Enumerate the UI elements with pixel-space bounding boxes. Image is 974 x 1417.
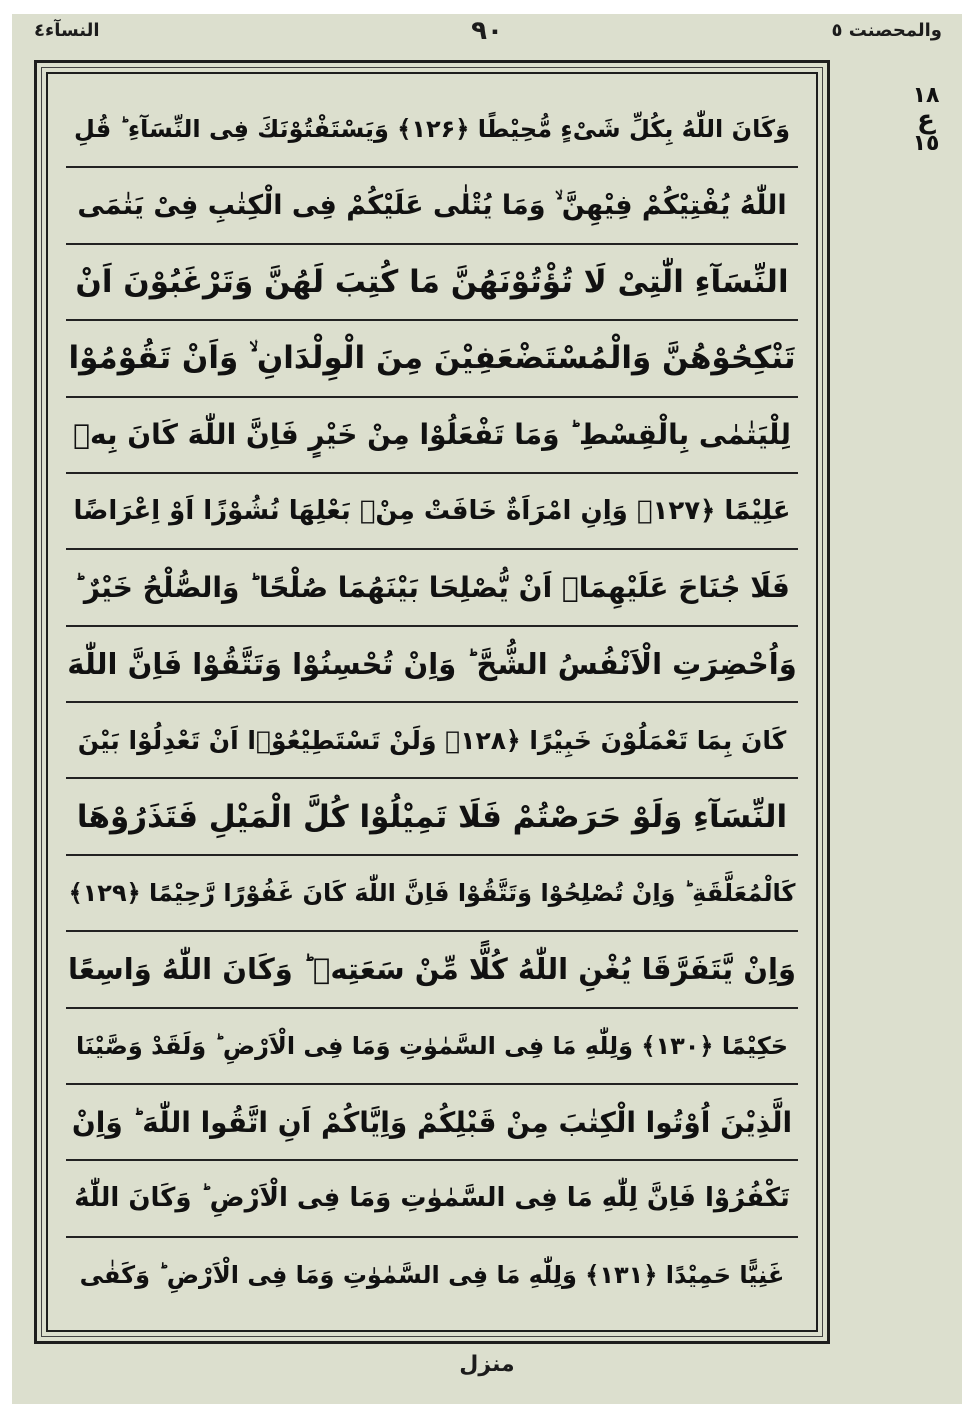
- verse-line-6: عَلِیْمًا ﴿۱۲۷﴾ وَاِنِ امْرَاَةٌ خَافَتْ مِنْۢ بَعْلِهَا نُشُوْزًا اَوْ اِعْرَاضًا: [66, 474, 798, 550]
- verse-line-13: حَكِیْمًا ﴿۱۳۰﴾ وَلِلّٰهِ مَا فِی السَّمٰوٰتِ وَمَا فِی الْاَرْضِ ؕ وَلَقَدْ وَصَّیْنَا: [66, 1009, 798, 1085]
- verse-lines: [66, 92, 798, 1312]
- verse-line-12: وَاِنْ یَّتَفَرَّقَا یُغْنِ اللّٰهُ كُلًّا مِّنْ سَعَتِهٖ ؕ وَكَانَ اللّٰهُ وَاسِعًا: [66, 932, 798, 1008]
- ruku-number-bottom: ١٥: [912, 131, 940, 156]
- verse-line-3: النِّسَآءِ الّٰتِیْ لَا تُؤْتُوْنَهُنَّ مَا كُتِبَ لَهُنَّ وَتَرْغَبُوْنَ اَنْ: [66, 245, 798, 321]
- page-number: ٩٠: [471, 16, 503, 46]
- verse-line-1: وَكَانَ اللّٰهُ بِكُلِّ شَیْءٍ مُّحِیْطًا ﴿۱۲۶﴾ وَیَسْتَفْتُوْنَكَ فِی النِّسَآءِ ؕ قُلِ: [66, 92, 798, 168]
- verse-line-7: فَلَا جُنَاحَ عَلَیْهِمَاۤ اَنْ یُّصْلِحَا بَیْنَهُمَا صُلْحًا ؕ وَالصُّلْحُ خَیْرٌ ؕ: [66, 550, 798, 626]
- frame-inner-border: [46, 72, 818, 1332]
- verse-line-16: غَنِیًّا حَمِیْدًا ﴿۱۳۱﴾ وَلِلّٰهِ مَا فِی السَّمٰوٰتِ وَمَا فِی الْاَرْضِ ؕ وَكَفٰی: [79, 1260, 785, 1289]
- mushaf-page: [12, 14, 962, 1404]
- manzil-footer: منزل: [459, 1352, 515, 1377]
- verse-line-2: اللّٰهُ یُفْتِیْكُمْ فِیْهِنَّ ۙ وَمَا یُتْلٰی عَلَیْكُمْ فِی الْكِتٰبِ فِیْ یَتٰمَی: [66, 168, 798, 244]
- verse-line-11: كَالْمُعَلَّقَةِ ؕ وَاِنْ تُصْلِحُوْا وَتَتَّقُوْا فَاِنَّ اللّٰهَ كَانَ غَفُوْرًا رَّحِیْمًا ﴿۱۲۹﴾: [66, 856, 798, 932]
- text-frame: [34, 60, 830, 1344]
- verse-line-15: تَكْفُرُوْا فَاِنَّ لِلّٰهِ مَا فِی السَّمٰوٰتِ وَمَا فِی الْاَرْضِ ؕ وَكَانَ اللّٰهُ: [66, 1161, 798, 1237]
- verse-line-4: تَنْكِحُوْهُنَّ وَالْمُسْتَضْعَفِیْنَ مِنَ الْوِلْدَانِ ۙ وَاَنْ تَقُوْمُوْا: [66, 321, 798, 397]
- verse-line-14: الَّذِیْنَ اُوْتُوا الْكِتٰبَ مِنْ قَبْلِكُمْ وَاِیَّاكُمْ اَنِ اتَّقُوا اللّٰهَ ؕ وَاِنْ: [66, 1085, 798, 1161]
- verse-line-9: كَانَ بِمَا تَعْمَلُوْنَ خَبِیْرًا ﴿۱۲۸﴾ وَلَنْ تَسْتَطِیْعُوْۤا اَنْ تَعْدِلُوْا بَیْنَ: [66, 703, 798, 779]
- juz-name-header: والمحصنت ٥: [831, 20, 942, 41]
- verse-line-10: النِّسَآءِ وَلَوْ حَرَصْتُمْ فَلَا تَمِیْلُوْا كُلَّ الْمَیْلِ فَتَذَرُوْهَا: [66, 779, 798, 855]
- ruku-ain-mark: ع: [917, 105, 935, 135]
- ruku-number-top: ١٨: [912, 83, 940, 108]
- verse-line-8: وَاُحْضِرَتِ الْاَنْفُسُ الشُّحَّ ؕ وَاِنْ تُحْسِنُوْا وَتَتَّقُوْا فَاِنَّ اللّٰهَ: [66, 627, 798, 703]
- verse-line-5: لِلْیَتٰمٰی بِالْقِسْطِ ؕ وَمَا تَفْعَلُوْا مِنْ خَیْرٍ فَاِنَّ اللّٰهَ كَانَ بِهٖ: [66, 398, 798, 474]
- surah-name-header: النسآء٤: [34, 20, 100, 41]
- ruku-marker: [906, 84, 946, 156]
